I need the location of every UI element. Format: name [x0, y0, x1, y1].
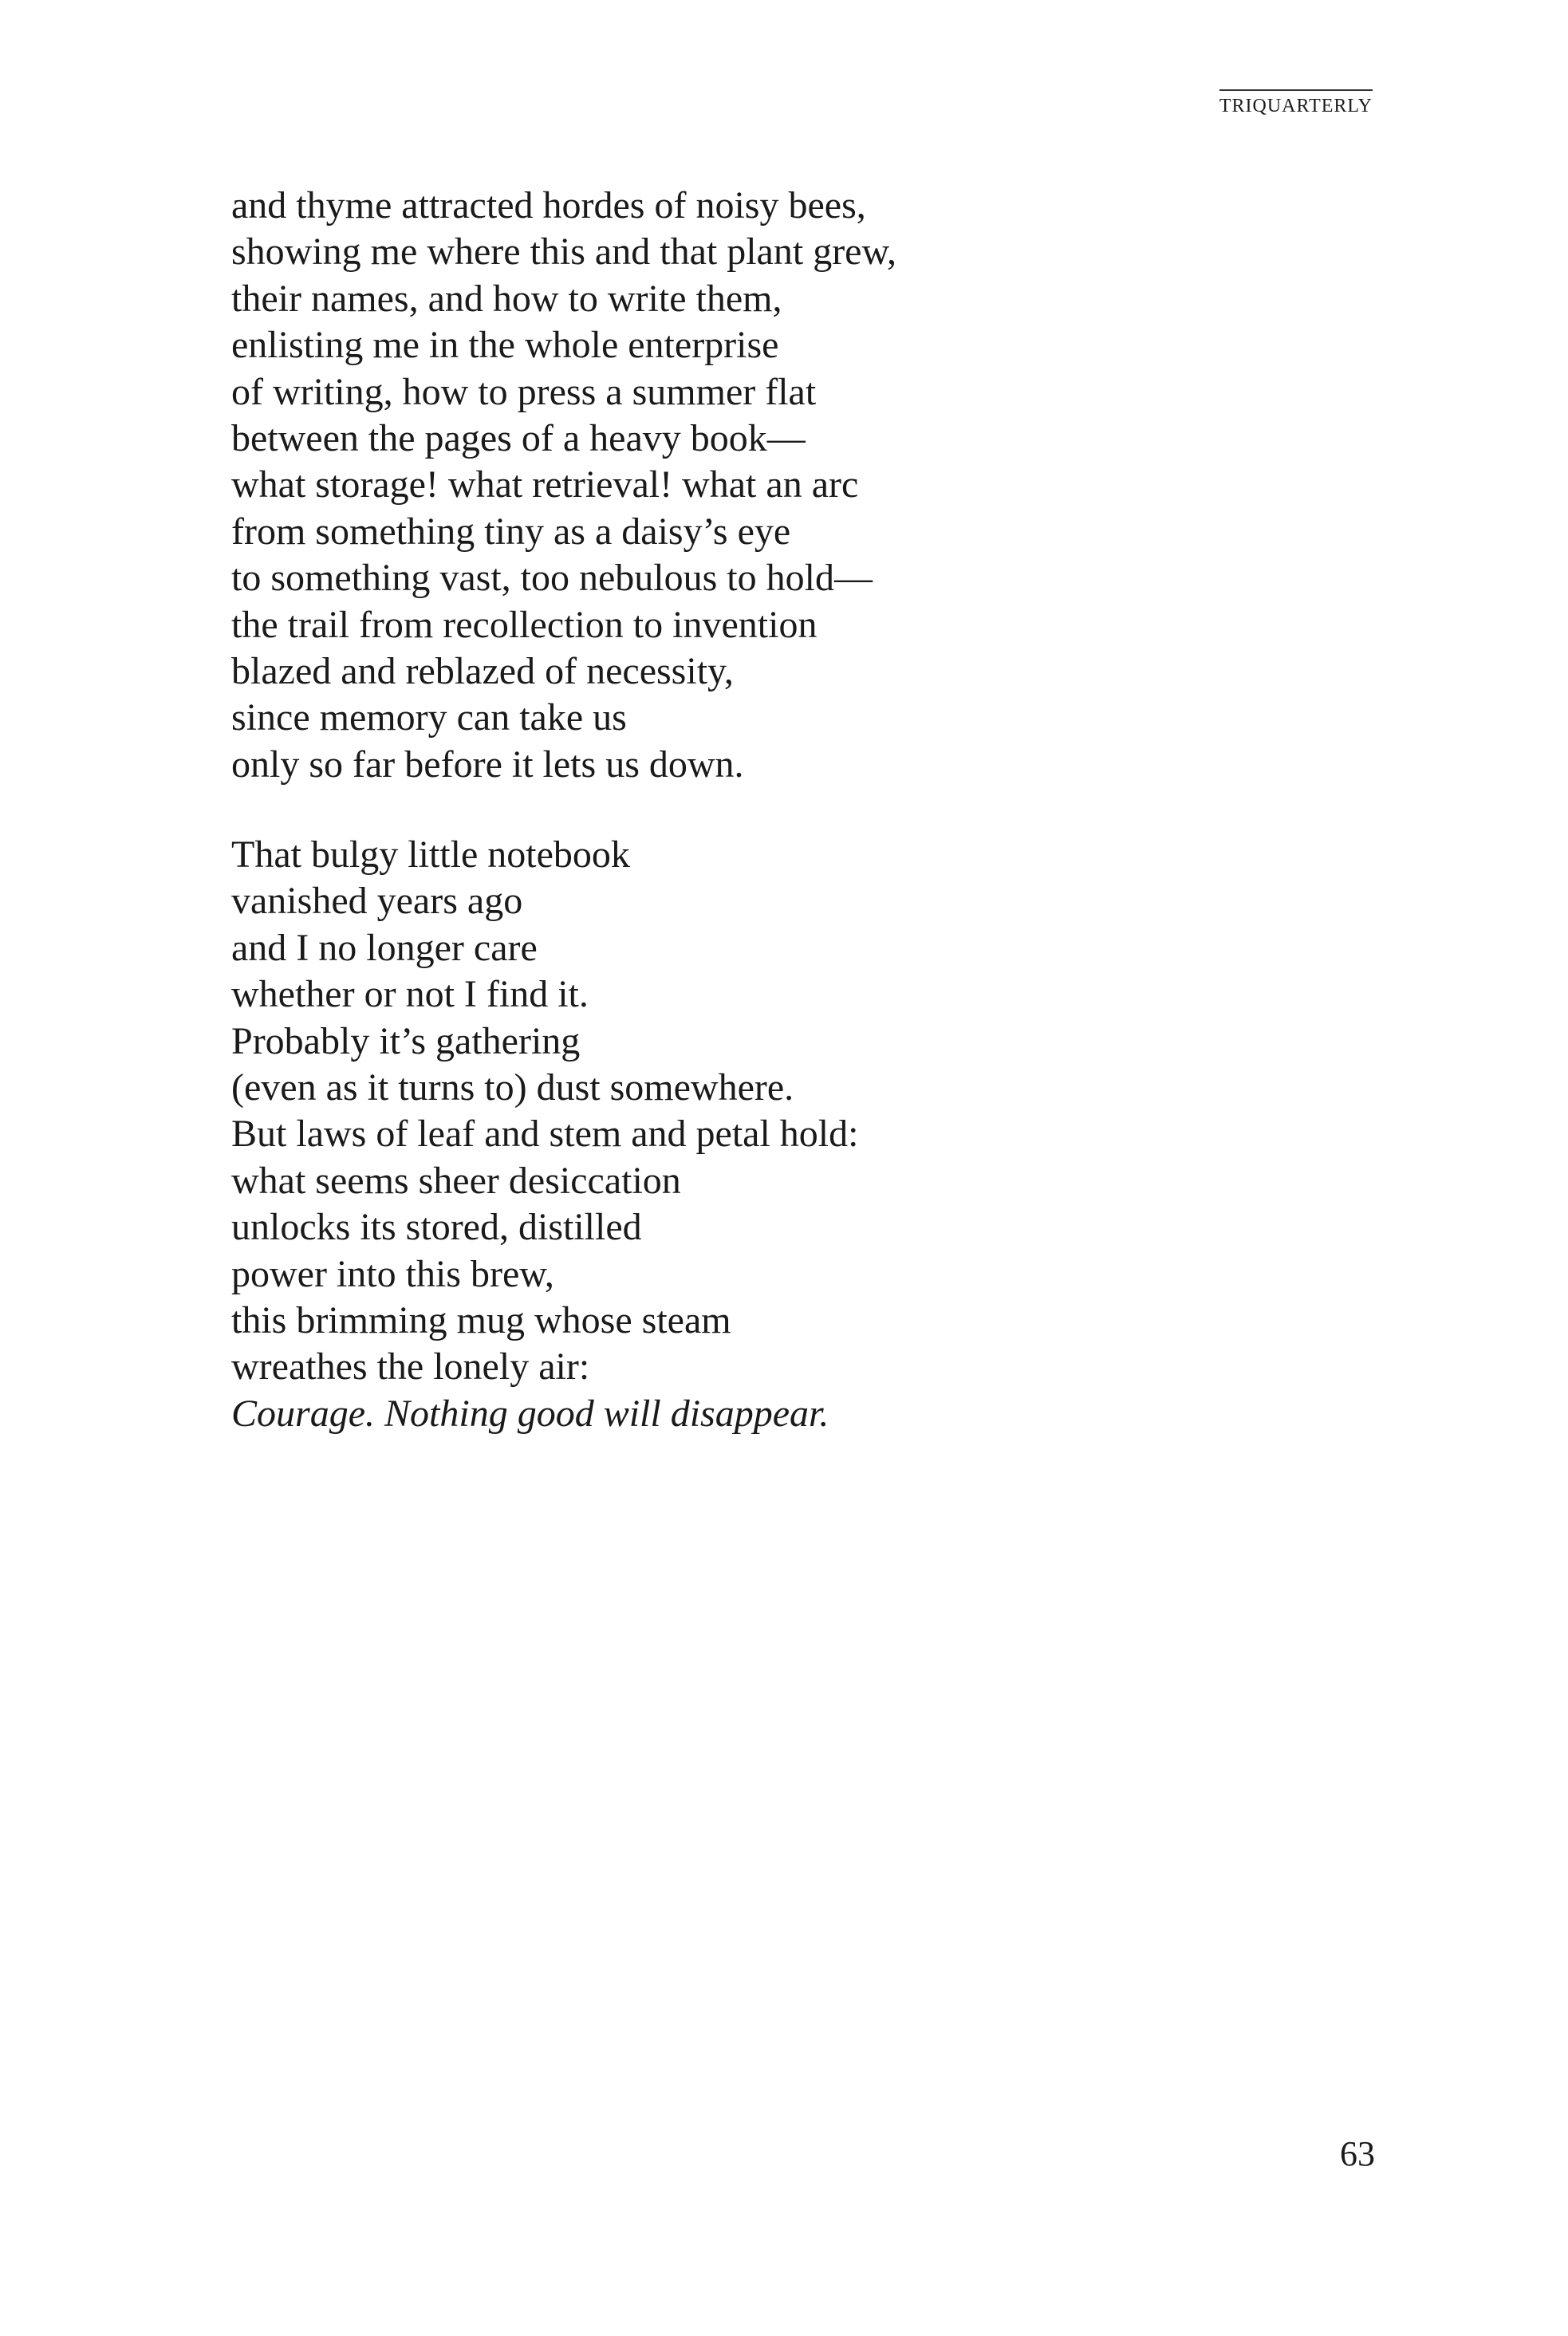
poem-line: what storage! what retrieval! what an arc [231, 463, 859, 506]
poem-line: this brimming mug whose steam [231, 1299, 731, 1342]
poem-line: (even as it turns to) dust somewhere. [231, 1066, 794, 1109]
poem-stanza-2 [231, 832, 858, 1437]
poem-line: whether or not I find it. [231, 973, 589, 1016]
poem-stanza-1 [231, 183, 896, 788]
poem-line: enlisting me in the whole enterprise [231, 324, 779, 367]
poem-line: and thyme attracted hordes of noisy bees, [231, 184, 866, 227]
poem-line: power into this brew, [231, 1252, 554, 1295]
poem-line: vanished years ago [231, 880, 523, 923]
poem-line: But laws of leaf and stem and petal hold: [231, 1113, 859, 1156]
poem-line: Probably it’s gathering [231, 1019, 581, 1062]
poem-line: to something vast, too nebulous to hold— [231, 557, 873, 600]
poem-line: unlocks its stored, distilled [231, 1206, 642, 1249]
poem-line: only so far before it lets us down. [231, 743, 744, 786]
poem-line: between the pages of a heavy book— [231, 417, 806, 460]
poem-line: from something tiny as a daisy’s eye [231, 510, 791, 553]
poem-line: blazed and reblazed of necessity, [231, 650, 734, 693]
poem-line: That bulgy little notebook [231, 833, 630, 876]
poem-line: what seems sheer desiccation [231, 1159, 681, 1202]
poem-closing-line: Courage. Nothing good will disappear. [231, 1392, 829, 1435]
page-number: 63 [1340, 2134, 1375, 2173]
poem-line: showing me where this and that plant grew, [231, 230, 897, 274]
poem-line: of writing, how to press a summer flat [231, 370, 817, 413]
running-head: TRIQUARTERLY [1219, 89, 1373, 117]
poem-line: and I no longer care [231, 926, 538, 969]
poem-line: wreathes the lonely air: [231, 1345, 590, 1389]
poem-line: the trail from recollection to invention [231, 603, 817, 646]
poem-line: their names, and how to write them, [231, 277, 782, 320]
poem-line: since memory can take us [231, 696, 627, 739]
